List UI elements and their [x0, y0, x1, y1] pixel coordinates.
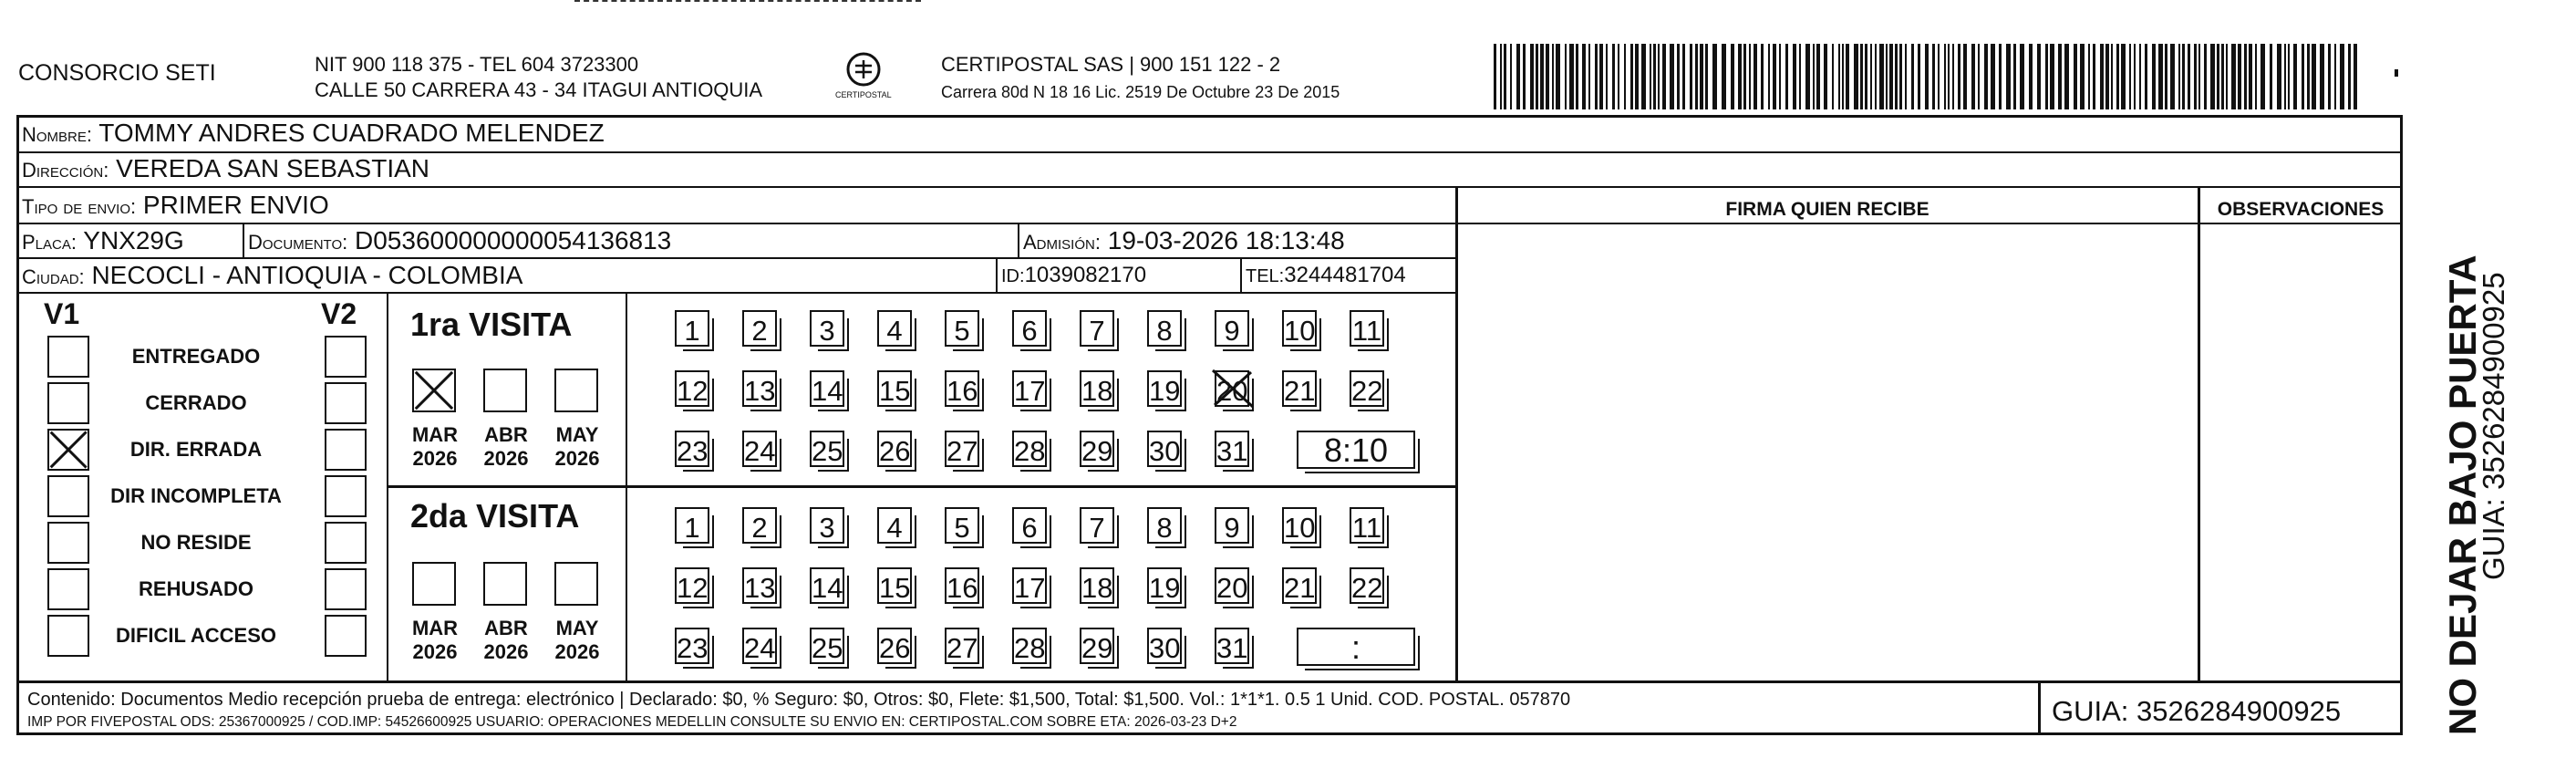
month-checkbox-mar[interactable] — [412, 369, 456, 412]
footer-imp: IMP POR FIVEPOSTAL ODS: 25367000925 / COD.IMP: 54526600925 USUARIO: OPERACIONES MEDELLIN CONSULTE SU ENVIO EN: CERTIPOSTAL.COM SOBRE ETA: 2026-03-23 D+2 — [27, 714, 1237, 730]
cell-divider — [996, 257, 998, 292]
day-box-9[interactable]: 9 — [1215, 310, 1249, 347]
day-box-3[interactable]: 3 — [810, 507, 844, 544]
day-box-6[interactable]: 6 — [1012, 310, 1047, 347]
name-label: Nombre: — [22, 123, 93, 146]
v2-checkbox-4[interactable] — [325, 522, 367, 564]
day-box-2[interactable]: 2 — [742, 310, 777, 347]
frame-left — [16, 115, 19, 735]
day-box-11[interactable]: 11 — [1350, 507, 1384, 544]
day-box-25[interactable]: 25 — [810, 431, 844, 467]
city-value: NECOCLI - ANTIOQUIA - COLOMBIA — [91, 261, 523, 289]
day-box-10[interactable]: 10 — [1282, 507, 1317, 544]
day-box-17[interactable]: 17 — [1012, 370, 1047, 407]
side-panel — [2407, 115, 2510, 744]
day-box-18[interactable]: 18 — [1080, 370, 1114, 407]
reason-label: CERRADO — [145, 391, 247, 414]
day-box-26[interactable]: 26 — [877, 628, 912, 664]
admission-label: Admisión: — [1023, 231, 1101, 254]
day-box-6[interactable]: 6 — [1012, 507, 1047, 544]
id-field — [1001, 265, 1146, 286]
plate-value: YNX29G — [83, 226, 184, 254]
document-value: D053600000000054136813 — [355, 226, 672, 254]
row-line — [16, 223, 2403, 224]
month-label: ABR 2026 — [483, 423, 529, 471]
observations-header: OBSERVACIONES — [2217, 199, 2385, 220]
barcode — [1494, 44, 2364, 109]
document-field — [248, 228, 671, 254]
address-value: VEREDA SAN SEBASTIAN — [116, 154, 430, 182]
day-box-15[interactable]: 15 — [877, 370, 912, 407]
day-box-12[interactable]: 12 — [675, 370, 709, 407]
tel-label: TEL: — [1246, 266, 1285, 286]
certipostal-logo: CERTIPOSTAL — [832, 47, 895, 106]
day-box-23[interactable]: 23 — [675, 628, 709, 664]
name-value: TOMMY ANDRES CUADRADO MELENDEZ — [98, 119, 605, 147]
company-nit-tel: NIT 900 118 375 - TEL 604 3723300 — [315, 53, 639, 76]
day-box-27[interactable]: 27 — [945, 628, 979, 664]
document-label: Documento: — [248, 231, 348, 254]
observations-divider — [2198, 186, 2200, 682]
day-box-27[interactable]: 27 — [945, 431, 979, 467]
footer-guia: GUIA: 3526284900925 — [2052, 695, 2342, 727]
id-value: 1039082170 — [1024, 263, 1147, 287]
month-checkbox-may[interactable] — [554, 369, 598, 412]
v1-checkbox-2[interactable] — [47, 429, 89, 471]
reason-label: DIR. ERRADA — [129, 438, 263, 461]
visit-time-box[interactable]: 8:10 — [1297, 431, 1415, 469]
mark-dot — [2395, 69, 2398, 77]
city-label: Ciudad: — [22, 265, 85, 288]
row-line — [16, 292, 1455, 294]
day-box-5[interactable]: 5 — [945, 310, 979, 347]
footer-divider — [2038, 680, 2041, 733]
day-box-24[interactable]: 24 — [742, 628, 777, 664]
footer-contents: Contenido: Documentos Medio recepción prueba de entrega: electrónico | Declarado: $0, % Seguro: $0, Otros: $0, Flete: $1,500, Total: $1,500. Vol.: 1*1*1. 0.5 1 Unid. COD. POSTAL. 057870 — [27, 690, 1571, 710]
send-type-field — [22, 192, 329, 218]
month-checkbox-mar[interactable] — [412, 562, 456, 606]
day-box-28[interactable]: 28 — [1012, 431, 1047, 467]
month-checkbox-may[interactable] — [554, 562, 598, 606]
reason-label: REHUSADO — [139, 577, 253, 600]
day-box-22[interactable]: 22 — [1350, 370, 1384, 407]
send-type-label: Tipo de envio: — [22, 195, 137, 218]
day-box-24[interactable]: 24 — [742, 431, 777, 467]
tel-field — [1246, 265, 1406, 286]
day-box-1[interactable]: 1 — [675, 507, 709, 544]
day-box-25[interactable]: 25 — [810, 628, 844, 664]
day-mark-icon — [1209, 367, 1258, 410]
scan-artifact — [574, 0, 921, 4]
day-box-13[interactable]: 13 — [742, 370, 777, 407]
day-box-4[interactable]: 4 — [877, 507, 912, 544]
certipostal-nit: CERTIPOSTAL SAS | 900 151 122 - 2 — [941, 53, 1281, 76]
day-box-8[interactable]: 8 — [1147, 507, 1182, 544]
name-field — [22, 120, 605, 146]
city-field — [22, 263, 522, 288]
day-box-31[interactable]: 31 — [1215, 431, 1249, 467]
tel-value: 3244481704 — [1284, 263, 1406, 287]
v1-checkbox-4[interactable] — [47, 522, 89, 564]
day-box-8[interactable]: 8 — [1147, 310, 1182, 347]
side-guia: GUIA: 3526284900925 — [2477, 272, 2510, 580]
day-box-12[interactable]: 12 — [675, 567, 709, 604]
day-box-7[interactable]: 7 — [1080, 507, 1114, 544]
day-box-1[interactable]: 1 — [675, 310, 709, 347]
admission-value: 19-03-2026 18:13:48 — [1107, 226, 1345, 254]
day-box-7[interactable]: 7 — [1080, 310, 1114, 347]
row-line — [16, 186, 2403, 188]
month-label: MAY 2026 — [554, 423, 600, 471]
day-box-19[interactable]: 19 — [1147, 567, 1182, 604]
day-box-5[interactable]: 5 — [945, 507, 979, 544]
day-box-13[interactable]: 13 — [742, 567, 777, 604]
frame-top — [16, 115, 2403, 118]
signature-header: FIRMA QUIEN RECIBE — [1725, 199, 1929, 220]
day-box-16[interactable]: 16 — [945, 567, 979, 604]
reason-label: DIFICIL ACCESO — [115, 624, 276, 647]
v2-checkbox-6[interactable] — [325, 615, 367, 657]
v1-checkbox-6[interactable] — [47, 615, 89, 657]
day-box-14[interactable]: 14 — [810, 370, 844, 407]
address-field — [22, 156, 429, 182]
cell-divider — [243, 223, 244, 257]
month-checkbox-abr[interactable] — [483, 562, 527, 606]
certipostal-license: Carrera 80d N 18 16 Lic. 2519 De Octubre 23 De 2015 — [941, 83, 1340, 101]
signature-divider — [1455, 186, 1458, 682]
address-label: Dirección: — [22, 159, 109, 182]
frame-bottom — [16, 732, 2403, 735]
visits-mid-line — [387, 485, 1455, 488]
v1-checkbox-0[interactable] — [47, 336, 89, 378]
v2-checkbox-2[interactable] — [325, 429, 367, 471]
day-box-21[interactable]: 21 — [1282, 370, 1317, 407]
v1-checkbox-1[interactable] — [47, 382, 89, 424]
side-warning: NO DEJAR BAJO PUERTA — [2441, 254, 2484, 735]
admission-field — [1023, 228, 1345, 254]
v2-label: V2 — [321, 297, 357, 330]
day-box-4[interactable]: 4 — [877, 310, 912, 347]
second-visit-label: 2da VISITA — [410, 497, 580, 535]
day-box-3[interactable]: 3 — [810, 310, 844, 347]
first-visit-label: 1ra VISITA — [410, 306, 573, 343]
v2-checkbox-1[interactable] — [325, 382, 367, 424]
plate-field — [22, 228, 184, 254]
day-box-18[interactable]: 18 — [1080, 567, 1114, 604]
month-label: MAY 2026 — [554, 617, 600, 664]
day-box-14[interactable]: 14 — [810, 567, 844, 604]
month-label: MAR 2026 — [411, 423, 459, 471]
row-line — [16, 151, 2403, 153]
day-box-11[interactable]: 11 — [1350, 310, 1384, 347]
day-box-15[interactable]: 15 — [877, 567, 912, 604]
cell-divider — [1018, 223, 1019, 257]
day-box-21[interactable]: 21 — [1282, 567, 1317, 604]
month-label: MAR 2026 — [411, 617, 459, 664]
day-box-22[interactable]: 22 — [1350, 567, 1384, 604]
reason-label: DIR INCOMPLETA — [110, 484, 282, 507]
v1-checkbox-3[interactable] — [47, 475, 89, 517]
v1-checkbox-5[interactable] — [47, 568, 89, 610]
month-checkbox-abr[interactable] — [483, 369, 527, 412]
months-divider — [626, 292, 627, 682]
v2-checkbox-3[interactable] — [325, 475, 367, 517]
reason-label: ENTREGADO — [131, 345, 261, 368]
company-address: CALLE 50 CARRERA 43 - 34 ITAGUI ANTIOQUIA — [315, 78, 763, 101]
day-box-9[interactable]: 9 — [1215, 507, 1249, 544]
row-line — [16, 680, 2403, 683]
v2-checkbox-5[interactable] — [325, 568, 367, 610]
visit-time-box[interactable]: : — [1297, 628, 1415, 666]
day-box-26[interactable]: 26 — [877, 431, 912, 467]
reason-label: NO RESIDE — [140, 531, 252, 554]
day-box-20[interactable]: 20 — [1215, 370, 1249, 407]
day-box-29[interactable]: 29 — [1080, 431, 1114, 467]
day-box-19[interactable]: 19 — [1147, 370, 1182, 407]
day-box-17[interactable]: 17 — [1012, 567, 1047, 604]
v2-checkbox-0[interactable] — [325, 336, 367, 378]
day-box-20[interactable]: 20 — [1215, 567, 1249, 604]
v1-label: V1 — [44, 297, 80, 330]
day-box-31[interactable]: 31 — [1215, 628, 1249, 664]
day-box-10[interactable]: 10 — [1282, 310, 1317, 347]
day-box-29[interactable]: 29 — [1080, 628, 1114, 664]
day-box-28[interactable]: 28 — [1012, 628, 1047, 664]
day-box-30[interactable]: 30 — [1147, 628, 1182, 664]
month-label: ABR 2026 — [483, 617, 529, 664]
company-name: CONSORCIO SETI — [18, 60, 216, 86]
day-box-23[interactable]: 23 — [675, 431, 709, 467]
plate-label: Placa: — [22, 231, 77, 254]
day-box-2[interactable]: 2 — [742, 507, 777, 544]
day-box-16[interactable]: 16 — [945, 370, 979, 407]
send-type-value: PRIMER ENVIO — [142, 191, 329, 219]
id-label: ID: — [1001, 266, 1025, 286]
cell-divider — [1240, 257, 1242, 292]
day-box-30[interactable]: 30 — [1147, 431, 1182, 467]
